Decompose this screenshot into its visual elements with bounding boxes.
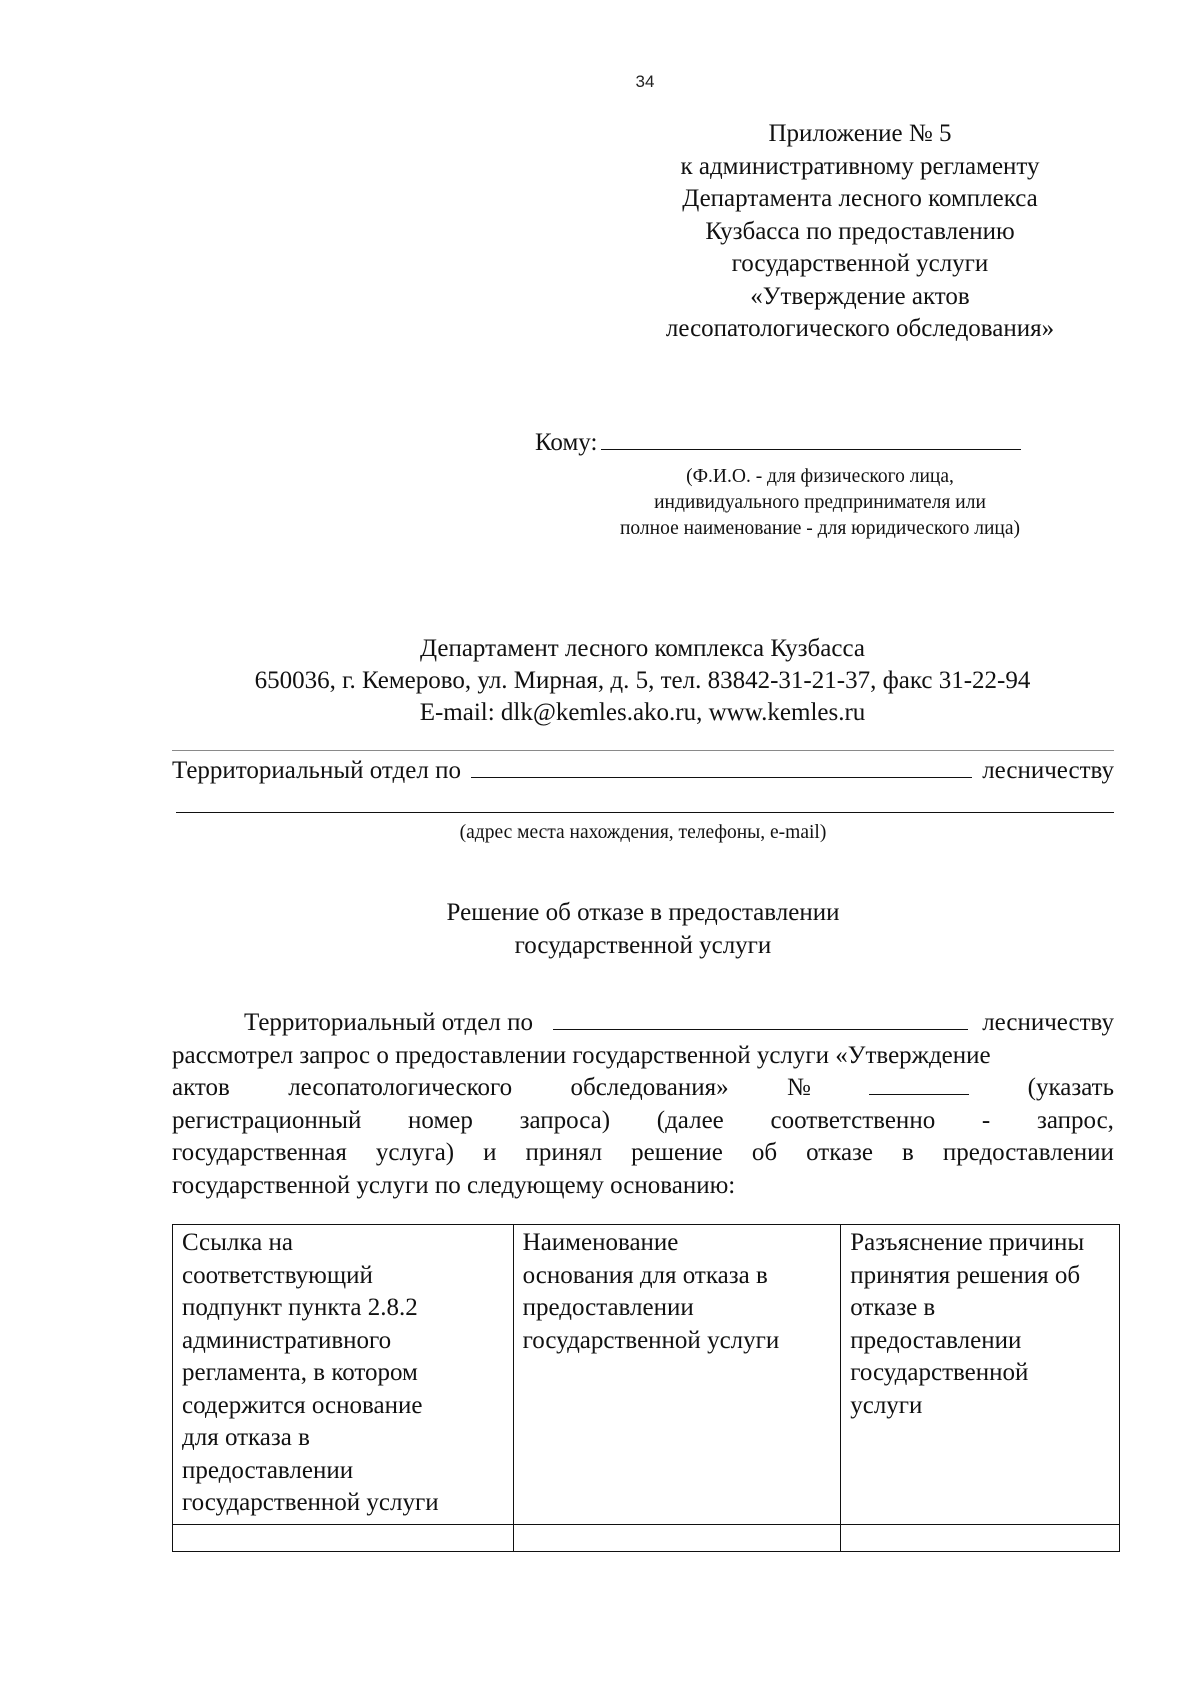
decision-title-line: государственной услуги [514, 932, 772, 959]
body-line [172, 1007, 1114, 1040]
body-word: лесопатологического [288, 1074, 513, 1101]
header-line: Разъяснение причины [850, 1229, 1085, 1256]
recipient-hint-line: (Ф.И.О. - для физического лица, [686, 466, 954, 487]
body-word: (указать [1027, 1074, 1114, 1101]
body-word: решение [631, 1139, 723, 1166]
body-text: рассмотрел запрос о предоставлении государственной услуги «Утверждение [172, 1041, 991, 1069]
department-name: Департамент лесного комплекса Кузбасса [420, 635, 865, 662]
body-line [172, 1105, 1114, 1138]
territorial-prefix: Территориальный отдел по [172, 757, 461, 784]
department-block [170, 633, 1115, 729]
header-cell-explanation [841, 1225, 1120, 1525]
header-line: отказе в [850, 1294, 936, 1321]
body-word: услуга) [375, 1139, 455, 1166]
header-line: государственной услуги [522, 1326, 780, 1354]
body-word: в [902, 1139, 914, 1166]
request-number-blank[interactable] [869, 1074, 969, 1095]
appendix-line: «Утверждение актов [750, 282, 970, 310]
decision-title-line: Решение об отказе в предоставлении [446, 899, 840, 926]
divider [172, 750, 1114, 751]
recipient-hint-line: индивидуального предпринимателя или [654, 492, 986, 513]
header-cell-ground [513, 1225, 841, 1525]
appendix-line: Приложение № 5 [768, 120, 952, 147]
table-cell[interactable] [841, 1524, 1120, 1551]
body-word: государственная [172, 1139, 347, 1166]
body-text: лесничеству [982, 1009, 1114, 1036]
table-header-row [173, 1225, 1120, 1525]
recipient-field [535, 427, 1100, 458]
header-line: основания для отказа в [522, 1261, 768, 1289]
body-word: соответственно [770, 1106, 936, 1134]
appendix-line: Кузбасса по предоставлению [705, 217, 1015, 245]
body-line [172, 1137, 1114, 1170]
body-word: об [751, 1139, 778, 1166]
header-line: Ссылка на [182, 1229, 293, 1256]
recipient-hint [560, 464, 1080, 542]
body-line [172, 1072, 1114, 1105]
territorial-suffix: лесничеству [982, 757, 1114, 784]
appendix-line: государственной услуги [731, 250, 989, 277]
body-word: актов [172, 1074, 230, 1101]
body-word: номер [408, 1106, 473, 1134]
forestry-blank[interactable] [471, 757, 972, 778]
table-cell[interactable] [173, 1524, 514, 1551]
body-word: - [981, 1106, 991, 1134]
body-word: (далее [656, 1106, 724, 1134]
body-word: и [483, 1139, 497, 1166]
address-hint: (адрес места нахождения, телефоны, e-mail) [459, 822, 827, 843]
forestry-blank-2[interactable] [553, 1009, 968, 1030]
recipient-blank[interactable] [601, 427, 1021, 450]
header-line: содержится основание [182, 1391, 423, 1419]
header-line: принятия решения об [850, 1261, 1081, 1289]
department-contacts: E-mail: dlk@kemles.ako.ru, www.kemles.ru [419, 699, 866, 726]
recipient-hint-line: полное наименование - для юридического лица) [619, 518, 1021, 539]
appendix-line: лесопатологического обследования» [665, 315, 1055, 342]
body-word: предоставлении [942, 1139, 1114, 1166]
address-blank[interactable] [176, 812, 1114, 813]
page-number: 34 [635, 72, 655, 91]
table-row [173, 1524, 1120, 1551]
header-line: административного [182, 1326, 392, 1354]
header-cell-reference [173, 1225, 514, 1525]
body-word: регистрационный [172, 1106, 362, 1134]
header-line: Наименование [522, 1229, 679, 1256]
header-line: государственной услуги [182, 1489, 439, 1516]
reasons-table [172, 1224, 1120, 1552]
body-word: № [786, 1074, 811, 1101]
header-line: подпункт пункта 2.8.2 [182, 1294, 418, 1321]
department-address: 650036, г. Кемерово, ул. Мирная, д. 5, тел. 83842-31-21-37, факс 31-22-94 [254, 667, 1031, 694]
body-text: государственной услуги по следующему основанию: [172, 1171, 736, 1199]
decision-title [172, 896, 1114, 962]
recipient-label: Кому: [535, 429, 598, 456]
header-line: предоставлении [850, 1326, 1022, 1354]
body-word: обследования» [570, 1074, 729, 1101]
body-line [172, 1040, 1114, 1073]
body-line [172, 1170, 1114, 1203]
body-paragraph [172, 1007, 1114, 1202]
body-text: Территориальный отдел по [244, 1009, 533, 1036]
territorial-row [172, 756, 1114, 786]
header-line: для отказа в [182, 1424, 310, 1451]
header-line: услуги [850, 1391, 923, 1419]
header-line: предоставлении [182, 1456, 354, 1484]
body-word: запрос, [1036, 1106, 1114, 1134]
body-word: запроса) [519, 1106, 611, 1134]
appendix-line: Департамента лесного комплекса [682, 185, 1038, 212]
header-line: предоставлении [522, 1294, 694, 1321]
appendix-header [620, 118, 1100, 346]
header-line: соответствующий [182, 1261, 373, 1289]
table-cell[interactable] [513, 1524, 841, 1551]
body-word: отказе [806, 1139, 874, 1166]
body-word: принял [525, 1139, 603, 1166]
appendix-line: к административному регламенту [680, 152, 1040, 180]
header-line: регламента, в котором [182, 1359, 418, 1386]
header-line: государственной [850, 1359, 1029, 1386]
